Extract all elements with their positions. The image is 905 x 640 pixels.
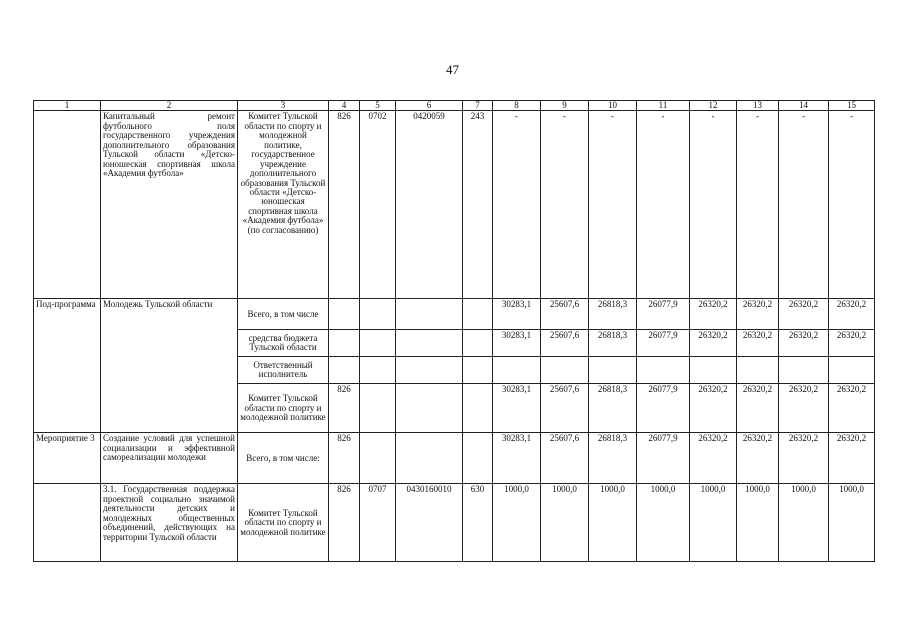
value-cell: 26320,2 [779, 384, 829, 433]
row-type-cell: Мероприятие 3 [34, 433, 101, 484]
value-cell: 26320,2 [690, 384, 737, 433]
column-number: 9 [541, 101, 589, 111]
value-cell: 30283,1 [493, 330, 541, 357]
code-cell [463, 357, 493, 384]
value-cell: 1000,0 [589, 484, 637, 562]
value-cell: - [589, 111, 637, 299]
value-cell [493, 357, 541, 384]
value-cell: 26320,2 [690, 299, 737, 330]
activity-name-cell: Создание условий для успешной социализации и эффективной самореализации молодежи [101, 433, 238, 484]
table-row [34, 111, 875, 299]
value-cell: 1000,0 [829, 484, 875, 562]
column-number: 11 [637, 101, 690, 111]
code-cell: 826 [329, 433, 360, 484]
code-cell [360, 433, 396, 484]
column-number: 6 [396, 101, 463, 111]
value-cell: 1000,0 [493, 484, 541, 562]
value-cell: - [737, 111, 779, 299]
value-cell: 1000,0 [779, 484, 829, 562]
value-cell: 26320,2 [829, 433, 875, 484]
activity-name-cell: Капитальный ремонт футбольного поля государственного учреждения дополнительного образования Тульской области «Детско-юношеская спортивная школа «Академия футбола» [101, 111, 238, 299]
code-cell [463, 330, 493, 357]
value-cell: 26077,9 [637, 384, 690, 433]
value-cell: 26320,2 [779, 433, 829, 484]
table-row [34, 299, 875, 330]
code-cell: 630 [463, 484, 493, 562]
code-cell [329, 357, 360, 384]
table-row [34, 433, 875, 484]
value-cell: 30283,1 [493, 299, 541, 330]
responsible-cell: Комитет Тульской области по спорту и молодежной политике, государственное учреждение дополнительного образования Тульской области «Детско-юношеская спортивная школа «Академия футбола» (по согласованию) [238, 111, 329, 299]
value-cell: 26818,3 [589, 384, 637, 433]
row-type-cell [34, 484, 101, 562]
code-cell [396, 357, 463, 384]
column-number: 4 [329, 101, 360, 111]
code-cell [360, 384, 396, 433]
value-cell [690, 357, 737, 384]
code-cell: 826 [329, 484, 360, 562]
value-cell: 30283,1 [493, 384, 541, 433]
value-cell: - [690, 111, 737, 299]
value-cell [637, 357, 690, 384]
column-number: 14 [779, 101, 829, 111]
value-cell: 26818,3 [589, 330, 637, 357]
value-cell: 26818,3 [589, 299, 637, 330]
value-cell: 26077,9 [637, 433, 690, 484]
activity-name-cell: Молодежь Тульской области [101, 299, 238, 433]
value-cell: 26320,2 [829, 330, 875, 357]
value-cell: 26320,2 [779, 299, 829, 330]
responsible-cell: Комитет Тульской области по спорту и молодежной политике [238, 484, 329, 562]
column-number: 1 [34, 101, 101, 111]
responsible-cell: Всего, в том числе: [238, 433, 329, 484]
code-cell [360, 299, 396, 330]
value-cell: 26818,3 [589, 433, 637, 484]
value-cell: 26320,2 [690, 433, 737, 484]
code-cell [329, 299, 360, 330]
column-number-row [34, 101, 875, 111]
column-number: 2 [101, 101, 238, 111]
code-cell: 243 [463, 111, 493, 299]
column-number: 10 [589, 101, 637, 111]
column-number: 13 [737, 101, 779, 111]
value-cell [779, 357, 829, 384]
code-cell: 826 [329, 384, 360, 433]
value-cell: 26320,2 [690, 330, 737, 357]
value-cell: - [637, 111, 690, 299]
code-cell [329, 330, 360, 357]
value-cell: 26320,2 [737, 330, 779, 357]
code-cell: 0430160010 [396, 484, 463, 562]
code-cell [396, 330, 463, 357]
value-cell: 1000,0 [690, 484, 737, 562]
column-number: 15 [829, 101, 875, 111]
value-cell: 26320,2 [829, 299, 875, 330]
value-cell: 30283,1 [493, 433, 541, 484]
row-type-cell [34, 111, 101, 299]
code-cell [396, 299, 463, 330]
value-cell: 26077,9 [637, 330, 690, 357]
value-cell: 1000,0 [737, 484, 779, 562]
value-cell: 26320,2 [829, 384, 875, 433]
code-cell [396, 384, 463, 433]
value-cell: - [779, 111, 829, 299]
code-cell: 826 [329, 111, 360, 299]
code-cell [360, 330, 396, 357]
value-cell: 26320,2 [779, 330, 829, 357]
column-number: 8 [493, 101, 541, 111]
value-cell: 1000,0 [637, 484, 690, 562]
column-number: 7 [463, 101, 493, 111]
code-cell [396, 433, 463, 484]
code-cell [360, 357, 396, 384]
value-cell: 26320,2 [737, 299, 779, 330]
value-cell [737, 357, 779, 384]
value-cell: 26320,2 [737, 384, 779, 433]
value-cell: 25607,6 [541, 299, 589, 330]
table-row [34, 484, 875, 562]
activity-name-cell: 3.1. Государственная поддержка проектной социально значимой деятельности детских и молодежных общественных объединений, действующих на территории Тульской области [101, 484, 238, 562]
code-cell [463, 299, 493, 330]
responsible-cell: Комитет Тульской области по спорту и молодежной политике [238, 384, 329, 433]
value-cell: 25607,6 [541, 330, 589, 357]
value-cell: 1000,0 [541, 484, 589, 562]
value-cell [589, 357, 637, 384]
value-cell: - [493, 111, 541, 299]
responsible-cell: средства бюджета Тульской области [238, 330, 329, 357]
row-type-cell: Под-программа [34, 299, 101, 433]
page-number: 47 [446, 62, 459, 77]
value-cell: - [541, 111, 589, 299]
column-number: 12 [690, 101, 737, 111]
value-cell [829, 357, 875, 384]
column-number: 5 [360, 101, 396, 111]
column-number: 3 [238, 101, 329, 111]
code-cell: 0707 [360, 484, 396, 562]
responsible-cell: Всего, в том числе [238, 299, 329, 330]
value-cell: 25607,6 [541, 384, 589, 433]
value-cell [541, 357, 589, 384]
value-cell: 26320,2 [737, 433, 779, 484]
value-cell: - [829, 111, 875, 299]
code-cell [463, 384, 493, 433]
code-cell [463, 433, 493, 484]
value-cell: 25607,6 [541, 433, 589, 484]
code-cell: 0420059 [396, 111, 463, 299]
code-cell: 0702 [360, 111, 396, 299]
value-cell: 26077,9 [637, 299, 690, 330]
responsible-cell: Ответственный исполнитель [238, 357, 329, 384]
budget-table [33, 100, 875, 562]
